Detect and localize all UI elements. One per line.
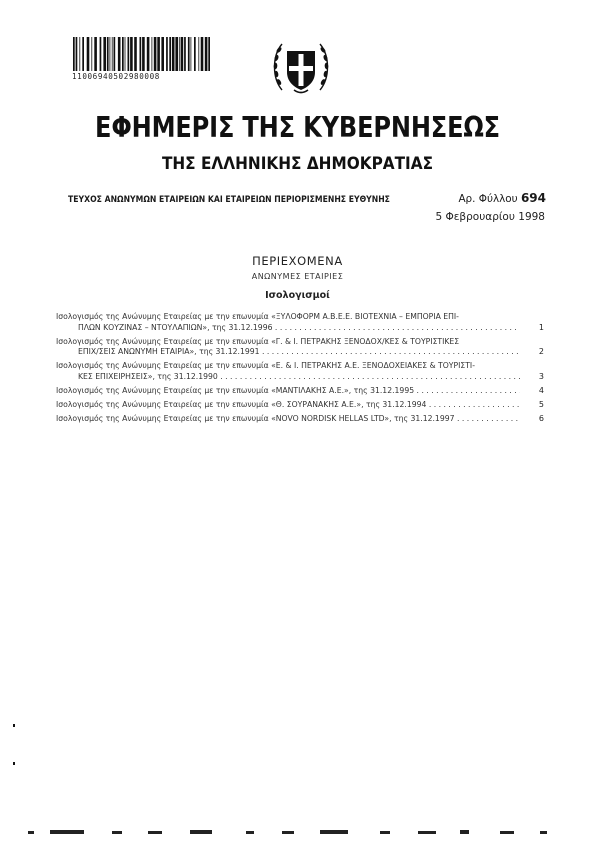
entry-text-line: Ισολογισμός της Ανώνυμης Εταιρείας με την επωνυμία «ΜΑΝΤΙΛΑΚΗΣ Α.Ε.», της 31.12.1995 . . . (56, 386, 520, 397)
issue-date: 5 Φεβρουαρίου 1998 (435, 211, 545, 223)
barcode-number: 11006940502980008 (72, 72, 160, 81)
entry-text-line: Ισολογισμός της Ανώνυμης Εταιρείας με την επωνυμία «Γ. & Ι. ΠΕΤΡΑΚΗΣ ΞΕΝΟΔΟΧ/ΚΕΣ & ΤΟΥΡΙΣΤΙΚΕΣ (56, 336, 460, 346)
entry-text-line: Ισολογισμός της Ανώνυμης Εταιρείας με την επωνυμία «Ε. & Ι. ΠΕΤΡΑΚΗΣ Α.Ε. ΞΕΝΟΔΟΧΕΙΑΚΕΣ & ΤΟΥΡΙΣΤΙ- (56, 361, 475, 370)
entry-page-number: 3 (538, 371, 544, 381)
barcode (72, 37, 212, 81)
entry-page-number: 6 (538, 413, 544, 423)
issue-info-row (68, 191, 546, 205)
entry-text-line: Ισολογισμός της Ανώνυμης Εταιρείας με την επωνυμία «NOVO NORDISK HELLAS LTD», της 31.12.1997 . . . (56, 414, 520, 425)
entry-page-number: 2 (538, 347, 544, 356)
sheet-label: Αρ. Φύλλου (458, 193, 518, 205)
contents-list (56, 312, 546, 428)
contents-entry (56, 400, 546, 411)
entry-page-number: 1 (538, 322, 544, 332)
contents-entry (56, 337, 546, 358)
gazette-title: ΕΦΗΜΕΡΙΣ ΤΗΣ ΚΥΒΕΡΝΗΣΕΩΣ (95, 111, 500, 144)
entry-text-line: ΕΠΙΧ/ΣΕΙΣ ΑΝΩΝΥΜΗ ΕΤΑΙΡΙΑ», της 31.12.1991 . . . (56, 347, 520, 358)
contents-subsection: Ισολογισμοί (265, 290, 330, 301)
coat-of-arms-emblem (268, 34, 334, 100)
scan-speck (13, 724, 15, 727)
contents-entry (56, 361, 546, 382)
contents-heading: ΠΕΡΙΕΧΟΜΕΝΑ (252, 254, 343, 268)
gazette-subtitle: ΤΗΣ ΕΛΛΗΝΙΚΗΣ ΔΗΜΟΚΡΑΤΙΑΣ (161, 154, 434, 174)
scan-edge-strip (20, 829, 580, 835)
contents-section: ΑΝΩΝΥΜΕΣ ΕΤΑΙΡΙΕΣ (251, 272, 344, 281)
entry-text-line: Ισολογισμός της Ανώνυμης Εταιρείας με την επωνυμία «ΞΥΛΟΦΟΡΜ Α.Β.Ε.Ε. ΒΙΟΤΕΧΝΙΑ – ΕΜΠΟΡΙΑ ΕΠΙ- (56, 312, 459, 321)
sheet-number: 694 (520, 191, 546, 205)
sheet-number-block (458, 191, 546, 205)
barcode-bars (72, 37, 212, 71)
contents-entry (56, 386, 546, 397)
contents-entry (56, 414, 546, 425)
entry-text-line: ΚΕΣ ΕΠΙΧΕΙΡΗΣΕΙΣ», της 31.12.1990 . . . (56, 372, 520, 383)
scan-speck (13, 762, 15, 765)
contents-entry (56, 312, 546, 333)
entry-text-line: ΠΛΩΝ ΚΟΥΖΙΝΑΣ – ΝΤΟΥΛΑΠΙΩΝ», της 31.12.1996 . . . (56, 323, 520, 334)
entry-page-number: 4 (538, 385, 544, 395)
entry-text-line: Ισολογισμός της Ανώνυμης Εταιρείας με την επωνυμία «Θ. ΣΟΥΡΑΝΑΚΗΣ Α.Ε.», της 31.12.1994 . . . (56, 400, 520, 411)
issue-type: ΤΕΥΧΟΣ ΑΝΩΝΥΜΩΝ ΕΤΑΙΡΕΙΩΝ ΚΑΙ ΕΤΑΙΡΕΙΩΝ ΠΕΡΙΟΡΙΣΜΕΝΗΣ ΕΥΘΥΝΗΣ (68, 194, 390, 205)
entry-page-number: 5 (538, 399, 544, 409)
